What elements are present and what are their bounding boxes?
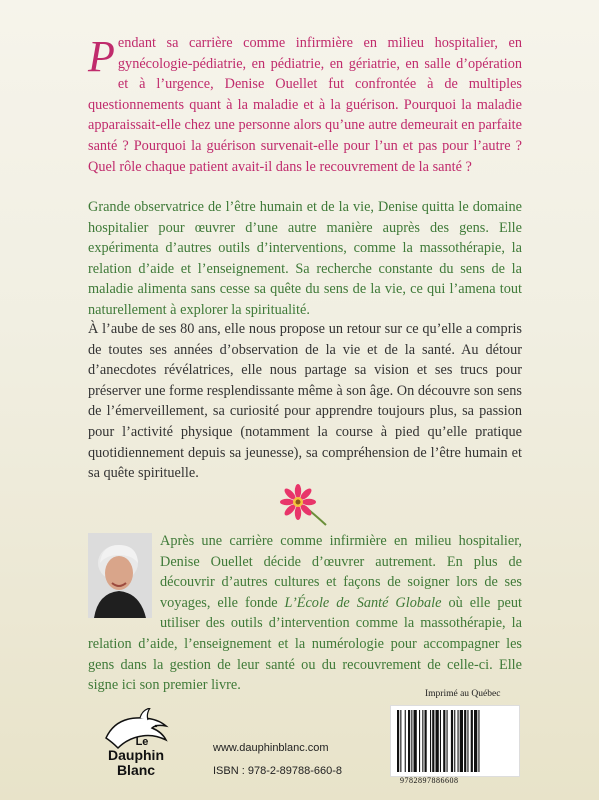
barcode-bar	[422, 710, 423, 772]
barcode-bar	[425, 710, 427, 772]
pink-gerbera-flower-icon	[268, 484, 338, 528]
bio-part-2: où elle peut utiliser des outils d’intervention comme la massothérapie, la relation d’aide, l’enseignement et la numérologie pour accompagner les gens dans la gestion de leur santé ou du recouvrement de celle-ci. Elle signe ici son premier livre.	[88, 594, 522, 694]
drop-cap: P	[88, 32, 115, 81]
printed-in-label: Imprimé au Québec	[425, 689, 501, 699]
barcode-bar	[411, 710, 412, 772]
school-name: L’École de Santé Globale	[284, 594, 442, 611]
intro-paragraph	[88, 33, 522, 177]
barcode-bar	[471, 710, 473, 772]
intro-text: endant sa carrière comme infirmière en milieu hospitalier, en gynécologie-pédiatrie, en pédiatrie, en gériatrie, en salle d’opération et à l’urgence, Denise Ouellet fut confrontée à de multiples questionnements quant à la maladie et à la guérison. Pourquoi la maladie apparaissait-elle chez une personne alors qu’une autre demeurait en parfaite santé ? Pourquoi la guérison survenait-elle pour l’un et pas pour l’autre ? Quel rôle chaque patient avait-il dans le recouvrement de la santé ?	[88, 35, 522, 175]
logo-word-dauphin: Dauphin	[108, 747, 164, 763]
barcode-bar	[419, 710, 420, 772]
barcode-bar	[454, 710, 455, 772]
barcode-bar	[460, 710, 463, 772]
barcode-bar	[458, 710, 459, 772]
barcode-bar	[397, 710, 399, 772]
barcode-bar	[430, 710, 431, 772]
barcode-icon	[391, 706, 519, 776]
barcode-bar	[467, 710, 468, 772]
barcode	[390, 705, 520, 777]
barcode-bar	[464, 710, 466, 772]
barcode-bar	[436, 710, 439, 772]
website-url: www.dauphinblanc.com	[213, 742, 329, 754]
barcode-bar	[432, 710, 434, 772]
isbn-number: ISBN : 978-2-89788-660-8	[213, 765, 343, 777]
barcode-bar	[400, 710, 401, 772]
barcode-bar	[474, 710, 477, 772]
barcode-bar	[440, 710, 441, 772]
barcode-bar	[478, 710, 479, 772]
barcode-bar	[443, 710, 445, 772]
third-paragraph: À l’aube de ses 80 ans, elle nous propose un retour sur ce qu’elle a compris de toutes ses années d’observation de la vie et de la santé. Au détour d’anecdotes révélatrices, elle nous partage sa vision et ses trucs pour préserver une forme resplendissante même à son âge. On découvre son sens de l’émerveillement, sa curiosité pour apprendre toujours plus, sa passion pour l’activité physique (notamment la course à pied qu’elle pratique quotidiennement depuis sa jeunesse), sa compréhension de l’être humain et sa quête spirituelle.	[88, 321, 522, 482]
barcode-bar	[408, 710, 410, 772]
barcode-bar	[414, 710, 417, 772]
bio-part-1: Après une carrière comme infirmière en milieu hospitalier, Denise Ouellet décide d’œuvrer autrement. En plus de découvrir d’autres cultures et façons de soigner lors de ses voyages, elle fonde	[160, 533, 522, 611]
author-bio	[88, 531, 522, 696]
second-paragraph: Grande observatrice de l’être humain et de la vie, Denise quitta le domaine hospitalier pour œuvrer d’une autre manière auprès des gens. Elle expérimenta d’autres outils d’interventions, comme la massothérapie, la relation d’aide et l’enseignement. Sa recherche constante du sens de la maladie alimenta sans cesse sa quête du sens de la vie, ce qui l’amena tout naturellement à explorer la spiritualité.	[88, 199, 522, 318]
barcode-bar	[405, 710, 406, 772]
barcode-bar	[451, 710, 453, 772]
barcode-number: 9782897886608	[400, 776, 459, 785]
logo-word-le: Le	[135, 736, 149, 748]
logo-word-blanc: Blanc	[116, 762, 156, 778]
barcode-bar	[447, 710, 448, 772]
